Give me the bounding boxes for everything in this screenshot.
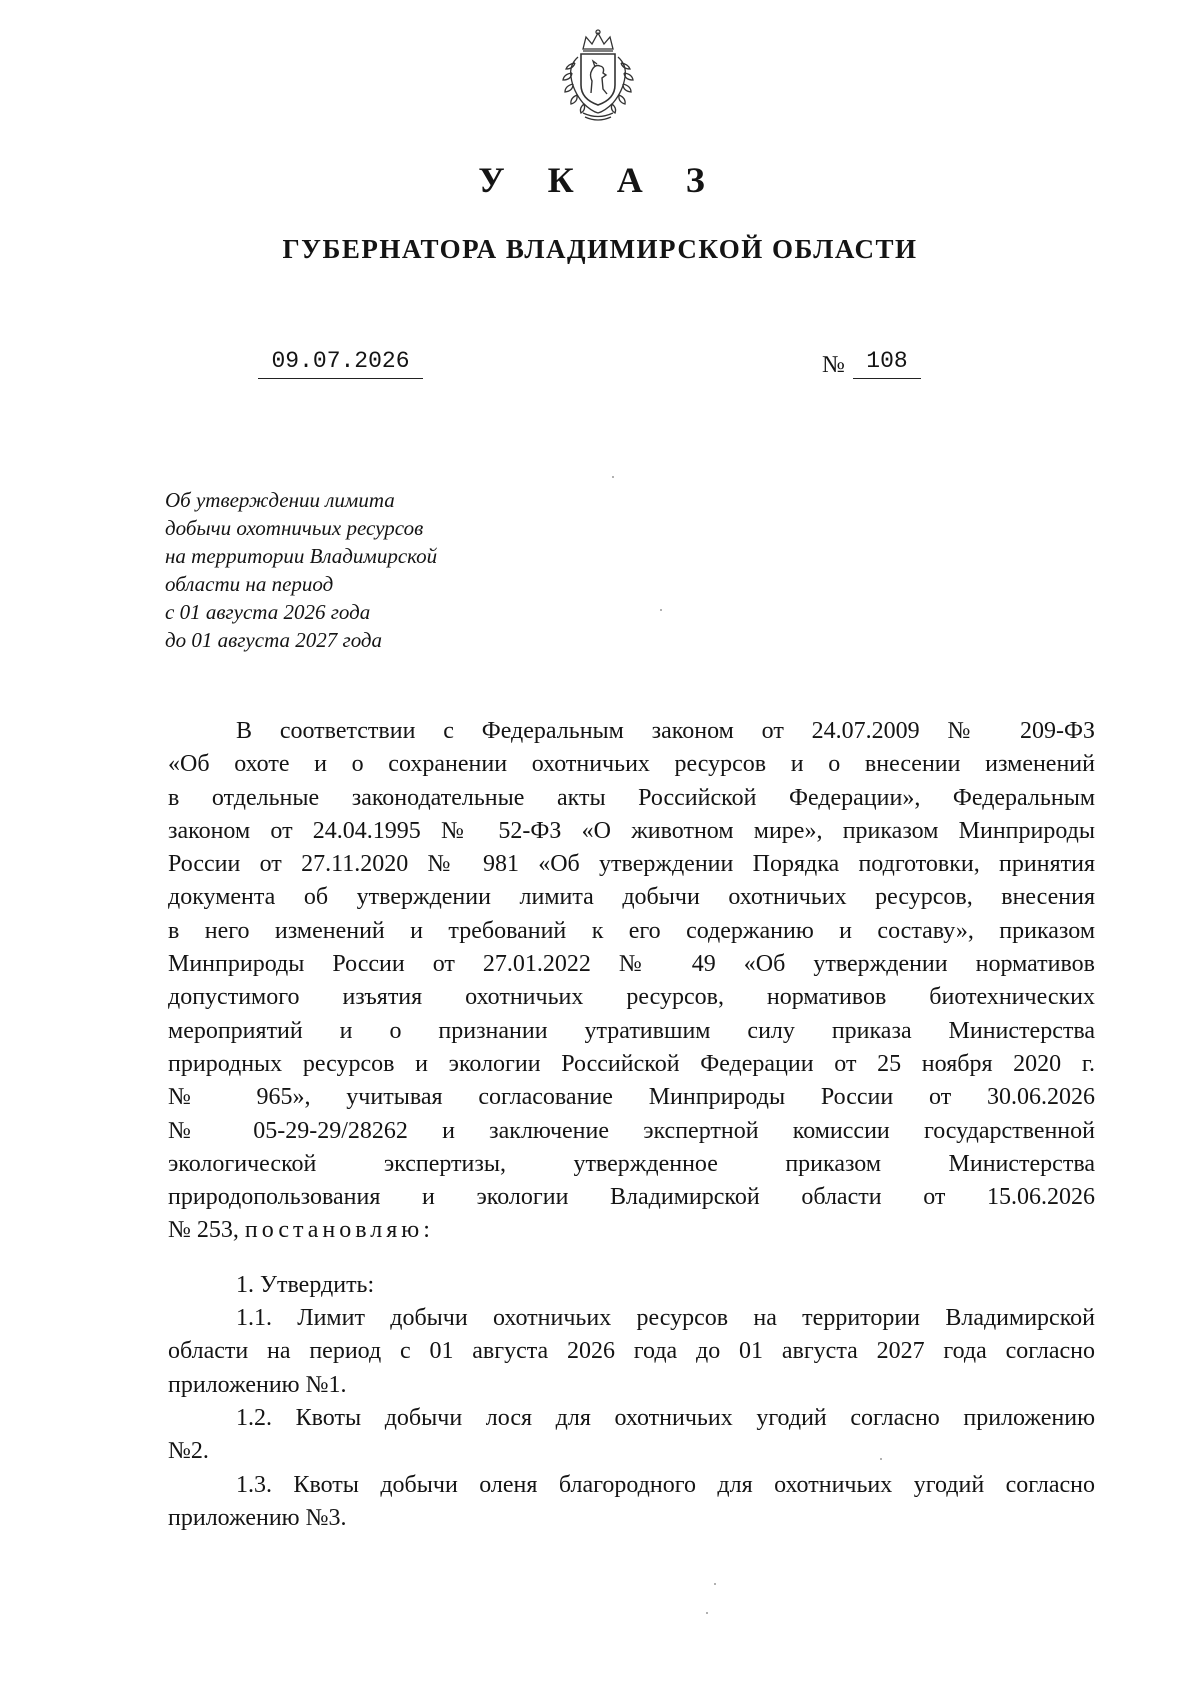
preamble-final-line xyxy=(168,1214,1095,1247)
preamble-line: законом от 24.04.1995 № 52-ФЗ «О животном мире», приказом Минприроды xyxy=(168,817,1095,844)
coat-of-arms-emblem xyxy=(545,27,651,123)
document-body xyxy=(168,715,1095,1535)
item-line: №2. xyxy=(168,1438,209,1465)
document-title: У К А З xyxy=(478,160,722,200)
number-sign: № xyxy=(822,352,845,378)
preamble-line: природных ресурсов и экологии Российской Федерации от 25 ноября 2020 г. xyxy=(168,1050,1095,1077)
document-date: 09.07.2026 xyxy=(258,346,423,379)
item-1-1 xyxy=(168,1302,1095,1402)
scan-speck xyxy=(612,476,614,478)
item-line: 1.2. Квоты добычи лося для охотничьих угодий согласно приложению xyxy=(236,1404,1095,1431)
scan-speck xyxy=(880,1458,882,1460)
preamble-line: экологической экспертизы, утвержденное приказом Министерства xyxy=(168,1150,1095,1177)
subject-line: добычи охотничьих ресурсов xyxy=(165,516,424,540)
subject-line: на территории Владимирской xyxy=(165,544,438,568)
item-line: приложению №3. xyxy=(168,1504,347,1531)
subject-line: до 01 августа 2027 года xyxy=(165,628,383,652)
preamble-line: в отдельные законодательные акты Российской Федерации», Федеральным xyxy=(168,784,1095,811)
subject-line: с 01 августа 2026 года xyxy=(165,600,371,624)
item-1: 1. Утвердить: xyxy=(236,1271,375,1298)
item-line: области на период с 01 августа 2026 года до 01 августа 2027 года согласно xyxy=(168,1338,1095,1365)
decree-word: постановляю: xyxy=(244,1217,434,1244)
subject-line: Об утверждении лимита xyxy=(165,488,395,512)
preamble-line: мероприятий и о признании утратившим силу приказа Министерства xyxy=(168,1017,1095,1044)
preamble-paragraph xyxy=(168,715,1095,1248)
item-line: приложению №1. xyxy=(168,1371,347,1398)
item-1-3 xyxy=(168,1469,1095,1536)
item-line: 1.3. Квоты добычи оленя благородного для охотничьих угодий согласно xyxy=(236,1471,1095,1498)
item-line: 1.1. Лимит добычи охотничьих ресурсов на территории Владимирской xyxy=(236,1305,1095,1332)
preamble-line: «Об охоте и о сохранении охотничьих ресурсов и о внесении изменений xyxy=(168,751,1095,778)
preamble-line: документа об утверждении лимита добычи охотничьих ресурсов, внесения xyxy=(168,884,1095,911)
preamble-last-ref: № 253, xyxy=(168,1217,239,1244)
scan-speck xyxy=(660,609,662,611)
scan-speck xyxy=(706,1612,708,1614)
preamble-line: в него изменений и требований к его содержанию и составу», приказом xyxy=(168,917,1095,944)
scan-speck xyxy=(714,1583,716,1585)
document-subject xyxy=(165,486,565,654)
document-number: 108 xyxy=(853,346,921,379)
item-1-2 xyxy=(168,1402,1095,1469)
document-issuer: ГУБЕРНАТОРА ВЛАДИМИРСКОЙ ОБЛАСТИ xyxy=(282,234,918,264)
preamble-line: России от 27.11.2020 № 981 «Об утверждении Порядка подготовки, принятия xyxy=(168,851,1095,878)
preamble-line: № 965», учитывая согласование Минприроды России от 30.06.2026 xyxy=(168,1084,1095,1111)
preamble-line: допустимого изъятия охотничьих ресурсов, нормативов биотехнических xyxy=(168,984,1095,1011)
preamble-line: природопользования и экологии Владимирской области от 15.06.2026 xyxy=(168,1184,1095,1211)
preamble-line: Минприроды России от 27.01.2022 № 49 «Об утверждении нормативов xyxy=(168,951,1095,978)
preamble-line: В соответствии с Федеральным законом от 24.07.2009 № 209-ФЗ xyxy=(236,718,1095,744)
subject-line: области на период xyxy=(165,572,334,596)
preamble-line: № 05-29-29/28262 и заключение экспертной комиссии государственной xyxy=(168,1117,1095,1144)
